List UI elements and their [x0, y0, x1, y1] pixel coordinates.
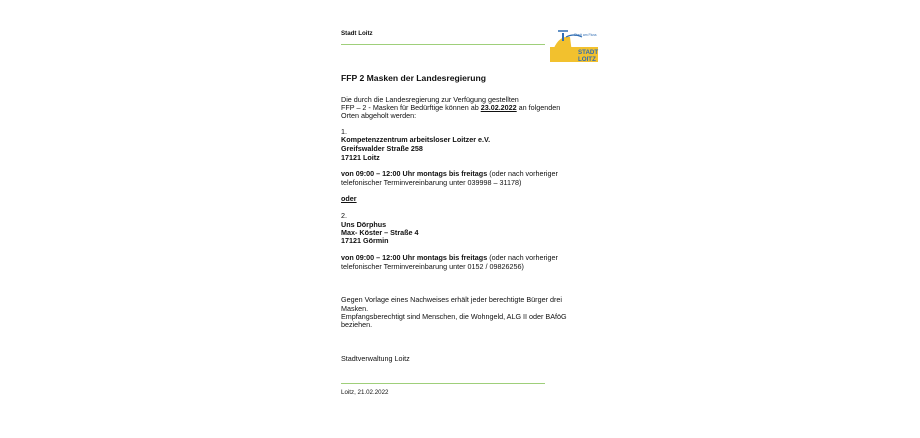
location-2-city: 17121 Görmin — [341, 236, 389, 245]
location-1-hours-line-2: telefonischer Terminvereinbarung unter 039998 – 31178) — [341, 178, 522, 187]
location-1-hours-rest: (oder nach vorheriger — [487, 169, 558, 178]
page-title: FFP 2 Masken der Landesregierung — [341, 73, 487, 83]
footer-rule — [341, 383, 545, 384]
header-rule — [341, 44, 545, 45]
location-2-hours-line-2: telefonischer Terminvereinbarung unter 0152 / 09826256) — [341, 262, 524, 271]
intro-date: 23.02.2022 — [480, 103, 517, 112]
signature: Stadtverwaltung Loitz — [341, 354, 410, 363]
location-2-hours-rest: (oder nach vorheriger — [487, 253, 558, 262]
header-org: Stadt Loitz — [341, 30, 373, 37]
intro-line-2-post: an folgenden — [516, 103, 561, 112]
logo-tagline: Stadt am Fluss — [574, 33, 597, 37]
location-1-street: Greifswalder Straße 258 — [341, 144, 423, 153]
location-2-name: Uns Dörphus — [341, 220, 387, 229]
logo-name-1: STADT — [578, 49, 599, 56]
intro-line-3: Orten abgeholt werden: — [341, 111, 417, 120]
intro-line-2-pre: FFP – 2 - Masken für Bedürftige können ab — [341, 103, 481, 112]
location-2-number: 2. — [341, 211, 347, 220]
location-1-city: 17121 Loitz — [341, 153, 380, 162]
location-1-number: 1. — [341, 127, 347, 136]
notice-line-4: beziehen. — [341, 320, 373, 329]
notice-line-1: Gegen Vorlage eines Nachweises erhält jeder berechtigte Bürger drei — [341, 295, 562, 304]
logo-name-2: LOITZ — [578, 56, 596, 63]
location-2-hours-bold: von 09:00 – 12:00 Uhr montags bis freitags — [341, 253, 488, 262]
footer-place-date: Loitz, 21.02.2022 — [341, 389, 389, 396]
location-1-name: Kompetenzzentrum arbeitsloser Loitzer e.V. — [341, 135, 491, 144]
separator-oder: oder — [341, 194, 357, 203]
notice-line-3: Empfangsberechtigt sind Menschen, die Wohngeld, ALG II oder BAföG — [341, 312, 567, 321]
location-1-hours-bold: von 09:00 – 12:00 Uhr montags bis freitags — [341, 169, 488, 178]
intro-line-1: Die durch die Landesregierung zur Verfügung gestellten — [341, 95, 519, 104]
location-2-street: Max- Köster – Straße 4 — [341, 228, 419, 237]
city-logo — [548, 27, 600, 63]
notice-line-2: Masken. — [341, 304, 369, 313]
